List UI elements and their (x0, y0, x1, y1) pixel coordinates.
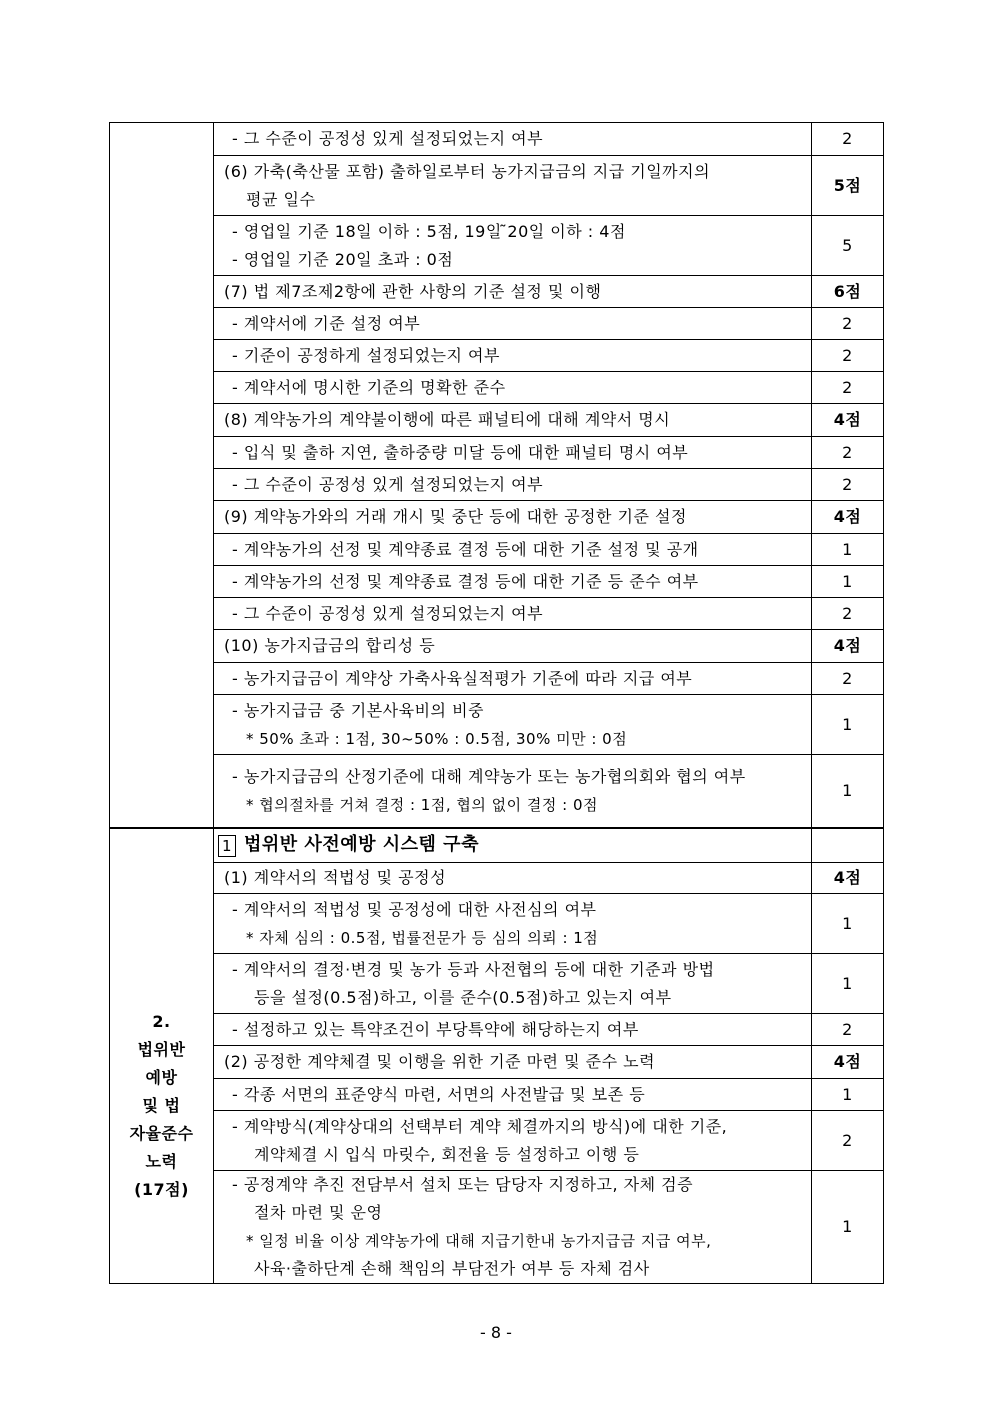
criterion-row: - 그 수준이 공정성 있게 설정되었는지 여부 (214, 123, 812, 156)
criterion-row (214, 894, 812, 954)
criterion-heading: (2) 공정한 계약체결 및 이행을 위한 기준 마련 및 준수 노력 (214, 1046, 812, 1079)
criterion-row (214, 216, 812, 276)
score-cell: 4점 (812, 863, 884, 894)
score-cell: 2 (812, 1014, 884, 1046)
score-cell: 2 (812, 437, 884, 469)
category-number: 2. (152, 1011, 171, 1031)
criterion-row: - 기준이 공정하게 설정되었는지 여부 (214, 340, 812, 372)
category-cell-empty (110, 123, 214, 828)
criterion-note: * 50% 초과 : 1점, 30~50% : 0.5점, 30% 미만 : 0점 (246, 729, 628, 748)
criterion-text: (6) 가축(축산물 포함) 출하일로부터 농가지급금의 지급 기일까지의 (224, 161, 711, 181)
criterion-text: - 공정계약 추진 전담부서 설치 또는 담당자 지정하고, 자체 검증 (232, 1175, 694, 1194)
criterion-row: - 계약서에 명시한 기준의 명확한 준수 (214, 372, 812, 404)
criterion-heading: (7) 법 제7조제2항에 관한 사항의 기준 설정 및 이행 (214, 276, 812, 308)
section-number-box: 1 (218, 835, 236, 857)
criterion-heading (214, 156, 812, 216)
criterion-note-cont: 사육·출하단계 손해 책임의 부담전가 여부 등 자체 검사 (254, 1259, 650, 1278)
criterion-row: - 계약서에 기준 설정 여부 (214, 308, 812, 340)
score-cell: 5점 (812, 156, 884, 216)
criterion-text: - 계약방식(계약상대의 선택부터 계약 체결까지의 방식)에 대한 기준, (232, 1116, 728, 1136)
criterion-row (214, 1171, 812, 1284)
criterion-row: - 그 수준이 공정성 있게 설정되었는지 여부 (214, 598, 812, 630)
criterion-heading: (9) 계약농가와의 거래 개시 및 중단 등에 대한 공정한 기준 설정 (214, 501, 812, 534)
category-line: 예방 (145, 1067, 178, 1087)
criterion-heading: (1) 계약서의 적법성 및 공정성 (214, 863, 812, 894)
criterion-note: * 협의절차를 거쳐 결정 : 1점, 협의 없이 결정 : 0점 (246, 795, 598, 814)
criterion-text-cont: 평균 일수 (246, 189, 316, 209)
criterion-text-cont: 절차 마련 및 운영 (254, 1203, 383, 1222)
score-cell: 2 (812, 372, 884, 404)
criterion-row: - 계약농가의 선정 및 계약종료 결정 등에 대한 기준 등 준수 여부 (214, 566, 812, 598)
score-cell: 2 (812, 1111, 884, 1171)
criterion-heading: (10) 농가지급금의 합리성 등 (214, 630, 812, 663)
criterion-row: - 계약농가의 선정 및 계약종료 결정 등에 대한 기준 설정 및 공개 (214, 534, 812, 566)
category-cell-section-2 (110, 828, 214, 1284)
criterion-heading: (8) 계약농가의 계약불이행에 따른 패널티에 대해 계약서 명시 (214, 404, 812, 437)
score-cell: 1 (812, 695, 884, 755)
criterion-row: - 그 수준이 공정성 있게 설정되었는지 여부 (214, 469, 812, 501)
score-cell: 1 (812, 566, 884, 598)
criterion-note: * 자체 심의 : 0.5점, 법률전문가 등 심의 의뢰 : 1점 (246, 928, 599, 947)
criterion-text: - 농가지급금의 산정기준에 대해 계약농가 또는 농가협의회와 협의 여부 (232, 766, 746, 786)
criterion-text-2: - 영업일 기준 20일 초과 : 0점 (232, 249, 454, 269)
score-cell: 1 (812, 755, 884, 828)
category-line: 법위반 (137, 1039, 186, 1059)
score-cell: 2 (812, 340, 884, 372)
score-cell: 6점 (812, 276, 884, 308)
score-cell-empty (812, 828, 884, 863)
criterion-row: - 농가지급금이 계약상 가축사육실적평가 기준에 따라 지급 여부 (214, 663, 812, 695)
criterion-row (214, 695, 812, 755)
evaluation-table (109, 122, 884, 1284)
section-title (214, 828, 812, 863)
criterion-row (214, 755, 812, 828)
criterion-text-cont: 등을 설정(0.5점)하고, 이를 준수(0.5점)하고 있는지 여부 (254, 987, 672, 1007)
criterion-row: - 각종 서면의 표준양식 마련, 서면의 사전발급 및 보존 등 (214, 1079, 812, 1111)
criterion-text: - 계약서의 적법성 및 공정성에 대한 사전심의 여부 (232, 899, 597, 919)
score-cell: 4점 (812, 630, 884, 663)
score-cell: 2 (812, 663, 884, 695)
criterion-row: - 입식 및 출하 지연, 출하중량 미달 등에 대한 패널티 명시 여부 (214, 437, 812, 469)
page-number: - 8 - (480, 1323, 512, 1342)
score-cell: 4점 (812, 1046, 884, 1079)
criterion-note: * 일정 비율 이상 계약농가에 대해 지급기한내 농가지급금 지급 여부, (246, 1232, 712, 1250)
criterion-text: - 영업일 기준 18일 이하 : 5점, 19일 ̃20일 이하 : 4점 (232, 221, 626, 241)
category-line: 및 법 (142, 1095, 181, 1115)
criterion-text-cont: 계약체결 시 입식 마릿수, 회전율 등 설정하고 이행 등 (254, 1144, 640, 1164)
score-cell: 2 (812, 308, 884, 340)
score-cell: 2 (812, 123, 884, 156)
criterion-row (214, 1111, 812, 1171)
score-cell: 1 (812, 954, 884, 1014)
score-cell: 2 (812, 469, 884, 501)
score-cell: 1 (812, 534, 884, 566)
score-cell: 1 (812, 1171, 884, 1284)
score-cell: 5 (812, 216, 884, 276)
score-cell: 1 (812, 1079, 884, 1111)
score-cell: 1 (812, 894, 884, 954)
category-line: 자율준수 (129, 1123, 194, 1143)
category-line: 노력 (145, 1151, 178, 1171)
criterion-row: - 설정하고 있는 특약조건이 부당특약에 해당하는지 여부 (214, 1014, 812, 1046)
section-title-text: 법위반 사전예방 시스템 구축 (244, 834, 479, 856)
score-cell: 4점 (812, 404, 884, 437)
score-cell: 2 (812, 598, 884, 630)
criterion-text: - 농가지급금 중 기본사육비의 비중 (232, 700, 485, 720)
criterion-text: - 계약서의 결정·변경 및 농가 등과 사전협의 등에 대한 기준과 방법 (232, 959, 715, 979)
category-points: (17점) (134, 1179, 189, 1199)
criterion-row (214, 954, 812, 1014)
score-cell: 4점 (812, 501, 884, 534)
